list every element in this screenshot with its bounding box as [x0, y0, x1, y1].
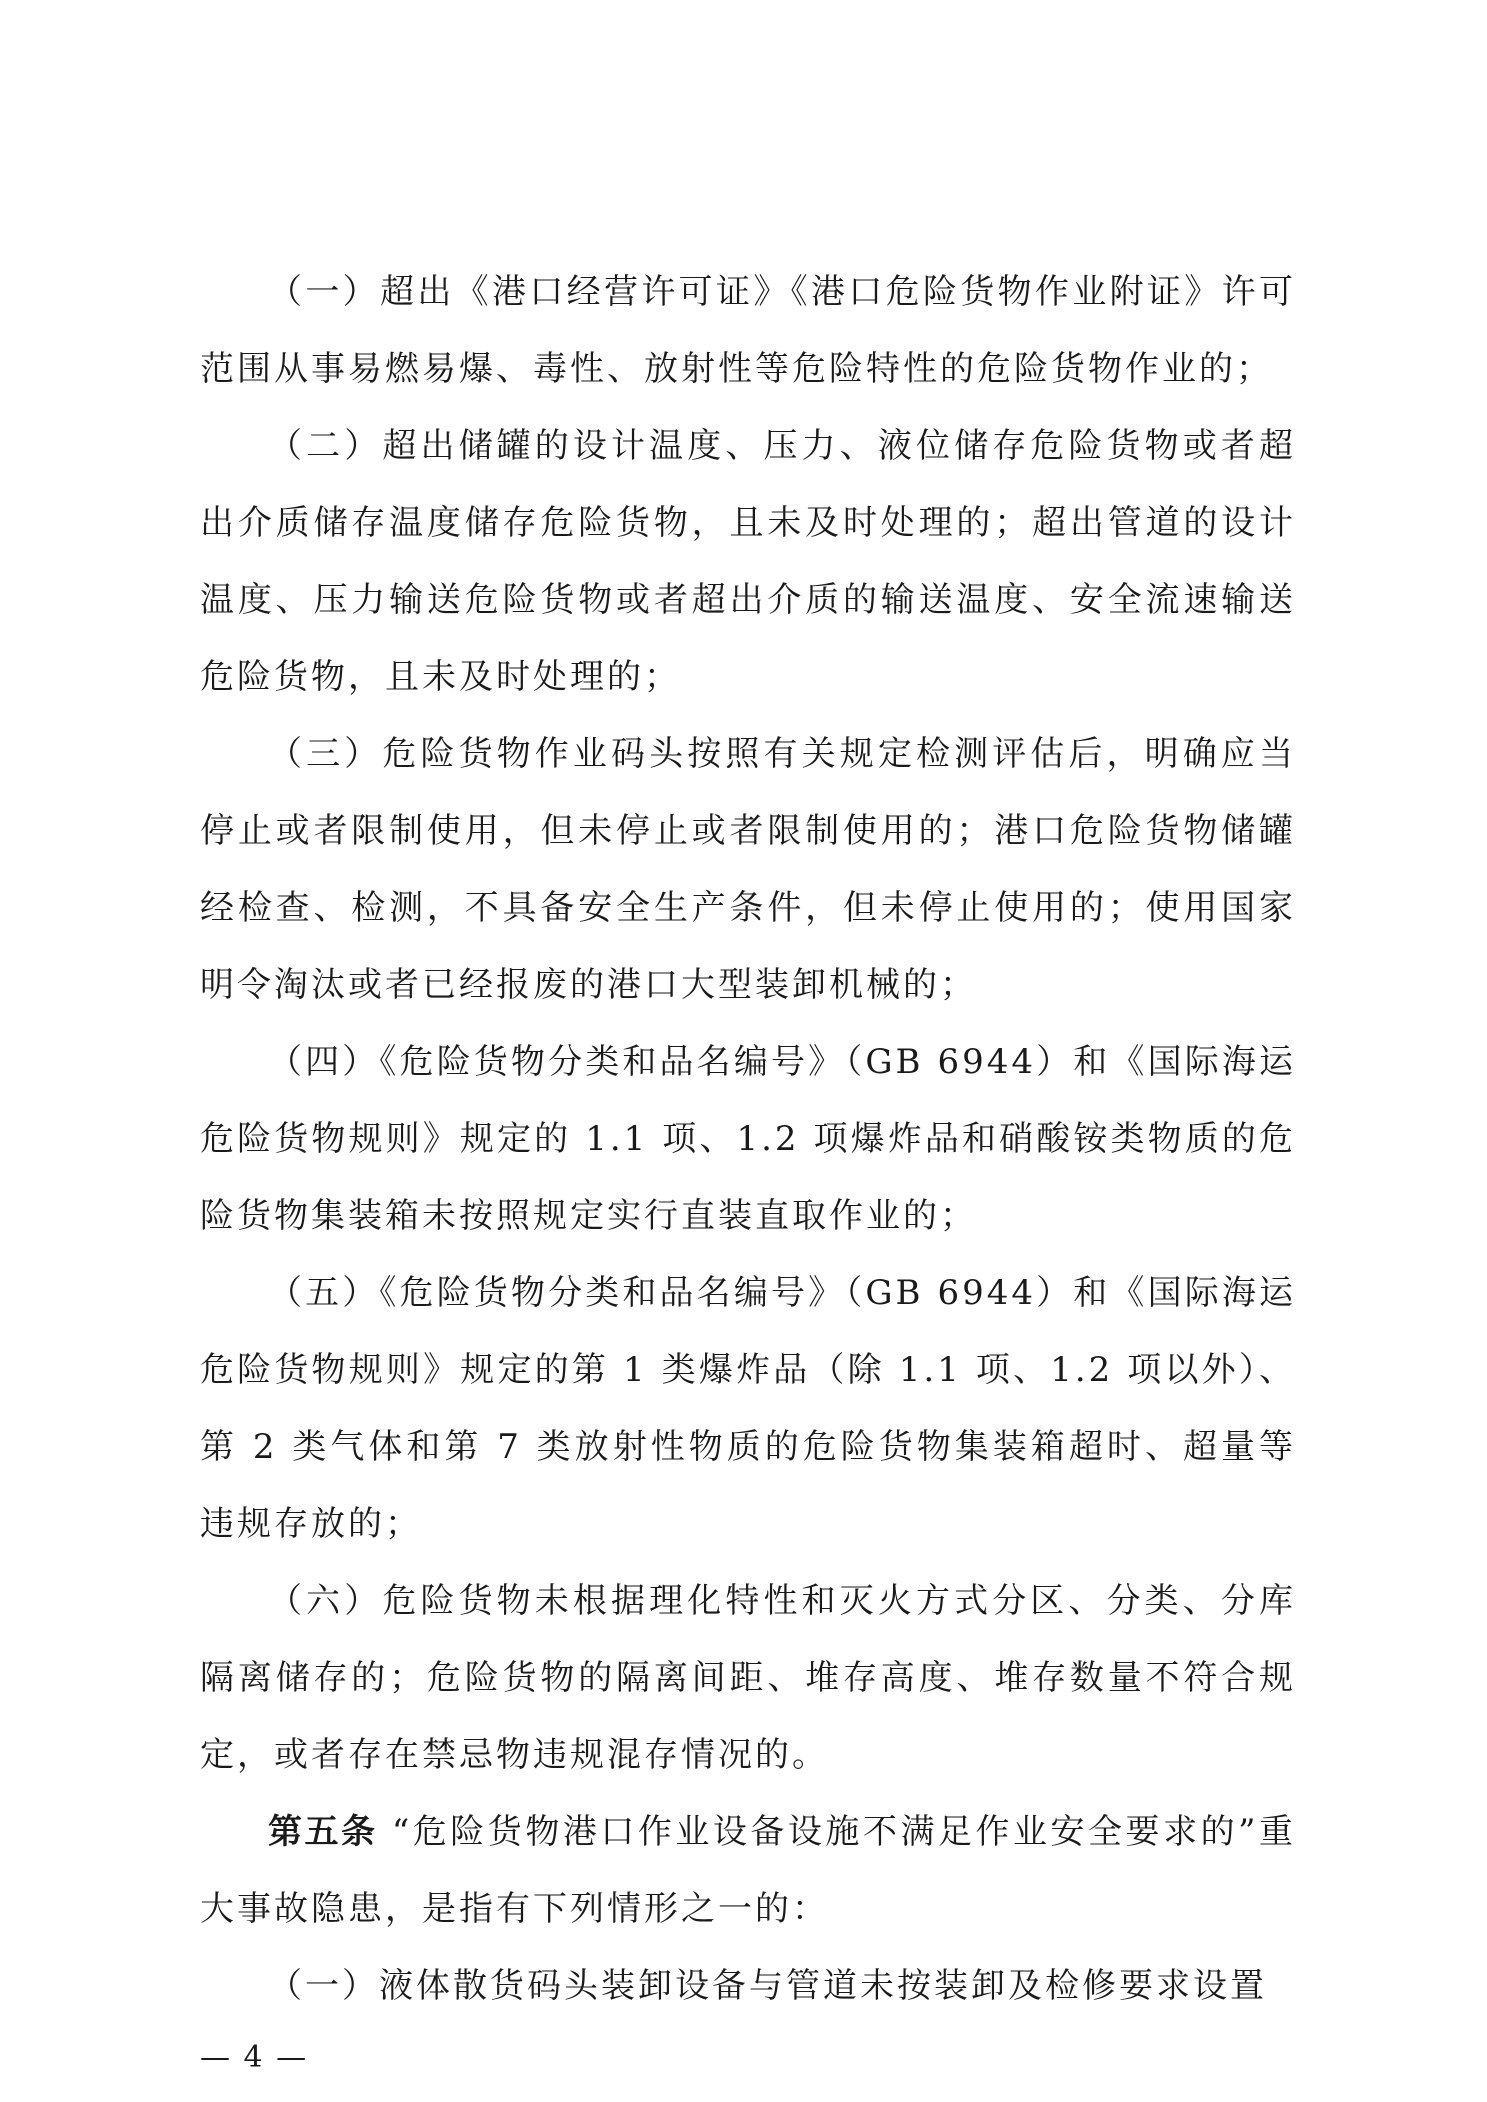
paragraph-item-6: （六）危险货物未根据理化特性和灭火方式分区、分类、分库隔离储存的；危险货物的隔离间距、堆存高度、堆存数量不符合规定，或者存在禁忌物违规混存情况的。	[200, 1581, 1296, 1775]
paragraph-item-4: （四）《危险货物分类和品名编号》（GB 6944）和《国际海运危险货物规则》规定的 1.1 项、1.2 项爆炸品和硝酸铵类物质的危险货物集装箱未按照规定实行直装直取作业的；	[200, 1042, 1296, 1236]
article-text: “危险货物港口作业设备设施不满足作业安全要求的”重大事故隐患，是指有下列情形之一的：	[200, 1812, 1296, 1929]
paragraph-item-2: （二）超出储罐的设计温度、压力、液位储存危险货物或者超出介质储存温度储存危险货物，且未及时处理的；超出管道的设计温度、压力输送危险货物或者超出介质的输送温度、安全流速输送危险货物，且未及时处理的；	[200, 426, 1296, 697]
paragraph-item-3: （三）危险货物作业码头按照有关规定检测评估后，明确应当停止或者限制使用，但未停止或者限制使用的；港口危险货物储罐经检查、检测，不具备安全生产条件，但未停止使用的；使用国家明令淘汰或者已经报废的港口大型装卸机械的；	[200, 734, 1296, 1005]
article-paragraph	[200, 1794, 1296, 1948]
document-body	[200, 254, 1296, 2025]
page-number: — 4 —	[200, 2040, 309, 2075]
paragraph-item-5: （五）《危险货物分类和品名编号》（GB 6944）和《国际海运危险货物规则》规定的第 1 类爆炸品（除 1.1 项、1.2 项以外）、第 2 类气体和第 7 类放射性物质的危险货物集装箱超时、超量等违规存放的；	[200, 1273, 1296, 1544]
paragraph-item-1: （一）超出《港口经营许可证》《港口危险货物作业附证》许可范围从事易燃易爆、毒性、放射性等危险特性的危险货物作业的；	[200, 272, 1296, 389]
article-spacer	[378, 1812, 392, 1852]
article-heading: 第五条	[268, 1812, 378, 1852]
paragraph-continued: （一）液体散货码头装卸设备与管道未按装卸及检修要求设置	[268, 1966, 1267, 2006]
